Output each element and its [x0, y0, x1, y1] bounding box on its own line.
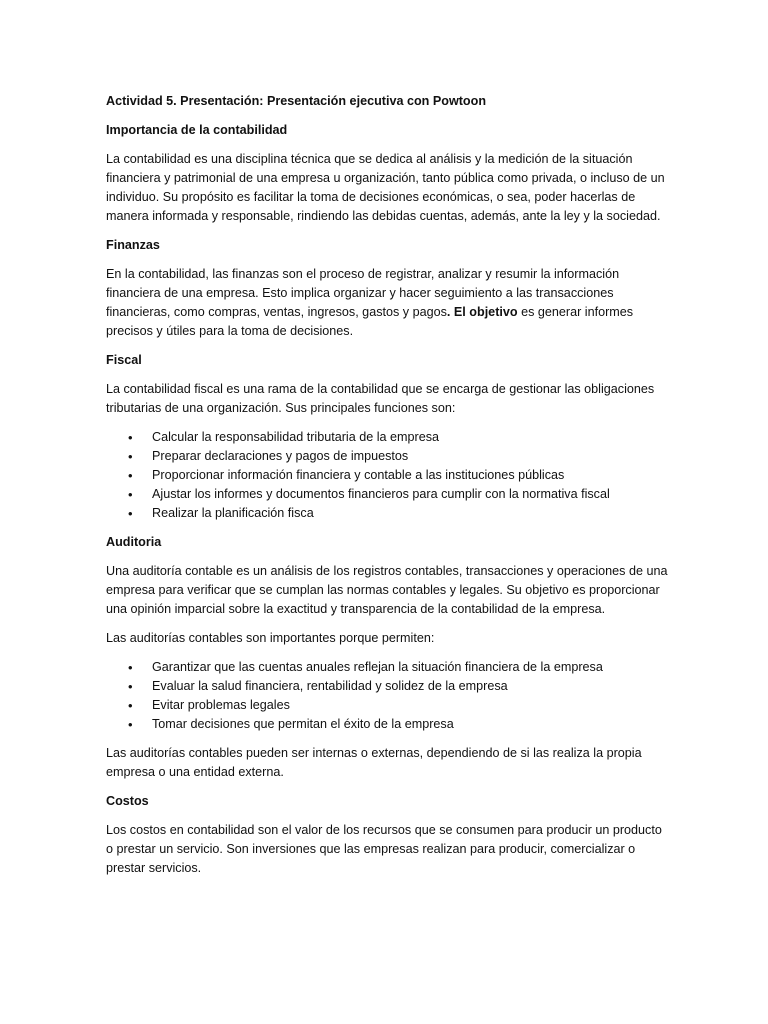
- paragraph-costos: Los costos en contabilidad son el valor de los recursos que se consumen para producir un producto o prestar un servicio. Son inversiones que las empresas realizan para producir, comercializar o prestar servicios.: [106, 823, 662, 875]
- list-item: [106, 715, 668, 734]
- paragraph-finanzas: [106, 265, 668, 341]
- list-item-text: Preparar declaraciones y pagos de impuestos: [152, 449, 409, 463]
- bullet-icon: •: [128, 698, 133, 713]
- paragraph-auditoria-2: Las auditorías contables son importantes porque permiten:: [106, 631, 435, 645]
- auditoria-bullet-list: [106, 658, 668, 734]
- heading-fiscal: Fiscal: [106, 353, 142, 367]
- heading-costos: Costos: [106, 794, 149, 808]
- bullet-icon: •: [128, 506, 133, 521]
- bullet-icon: •: [128, 717, 133, 732]
- list-item: [106, 504, 668, 523]
- list-item: [106, 466, 668, 485]
- bullet-icon: •: [128, 468, 133, 483]
- bullet-icon: •: [128, 679, 133, 694]
- list-item-text: Realizar la planificación fisca: [152, 506, 314, 520]
- paragraph-finanzas-bold: . El objetivo: [446, 305, 518, 319]
- document-title: Actividad 5. Presentación: Presentación ejecutiva con Powtoon: [106, 94, 487, 108]
- list-item-text: Garantizar que las cuentas anuales reflejan la situación financiera de la empresa: [152, 660, 603, 674]
- paragraph-auditoria-1: Una auditoría contable es un análisis de los registros contables, transacciones y operaciones de una empresa para verificar que se cumplan las normas contables y legales. Su objetivo es proporcionar una opinión imparcial sobre la exactitud y transparencia de la contabilidad de la empresa.: [106, 564, 668, 616]
- list-item: [106, 677, 668, 696]
- fiscal-bullet-list: [106, 428, 668, 523]
- paragraph-finanzas-part2: es generar informes precisos y útiles para la toma de decisiones.: [106, 305, 634, 338]
- list-item-text: Evaluar la salud financiera, rentabilidad y solidez de la empresa: [152, 679, 508, 693]
- list-item: [106, 658, 668, 677]
- bullet-icon: •: [128, 660, 133, 675]
- bullet-icon: •: [128, 487, 133, 502]
- list-item-text: Proporcionar información financiera y contable a las instituciones públicas: [152, 468, 565, 482]
- paragraph-importancia: La contabilidad es una disciplina técnica que se dedica al análisis y la medición de la situación financiera y patrimonial de una empresa u organización, tanto pública como privada, o incluso de un individuo. Su propósito es facilitar la toma de decisiones económicas, o sea, poder hacerlas de manera informada y responsable, rindiendo las debidas cuentas, además, ante la ley y la sociedad.: [106, 152, 665, 223]
- list-item: [106, 696, 668, 715]
- paragraph-auditoria-3: Las auditorías contables pueden ser internas o externas, dependiendo de si las realiza la propia empresa o una entidad externa.: [106, 746, 642, 779]
- list-item-text: Calcular la responsabilidad tributaria de la empresa: [152, 430, 440, 444]
- list-item: [106, 428, 668, 447]
- bullet-icon: •: [128, 449, 133, 464]
- list-item-text: Evitar problemas legales: [152, 698, 290, 712]
- heading-auditoria: Auditoria: [106, 535, 162, 549]
- paragraph-fiscal: La contabilidad fiscal es una rama de la contabilidad que se encarga de gestionar las obligaciones tributarias de una organización. Sus principales funciones son:: [106, 382, 655, 415]
- heading-importancia: Importancia de la contabilidad: [106, 123, 288, 137]
- heading-finanzas: Finanzas: [106, 238, 160, 252]
- paragraph-finanzas-part1: En la contabilidad, las finanzas son el proceso de registrar, analizar y resumir la información financiera de una empresa. Esto implica organizar y hacer seguimiento a las transacciones financieras, como compras, ventas, ingresos, gastos y pagos: [106, 267, 620, 319]
- list-item: [106, 447, 668, 466]
- list-item-text: Ajustar los informes y documentos financieros para cumplir con la normativa fiscal: [152, 487, 610, 501]
- bullet-icon: •: [128, 430, 133, 445]
- list-item-text: Tomar decisiones que permitan el éxito de la empresa: [152, 717, 454, 731]
- list-item: [106, 485, 668, 504]
